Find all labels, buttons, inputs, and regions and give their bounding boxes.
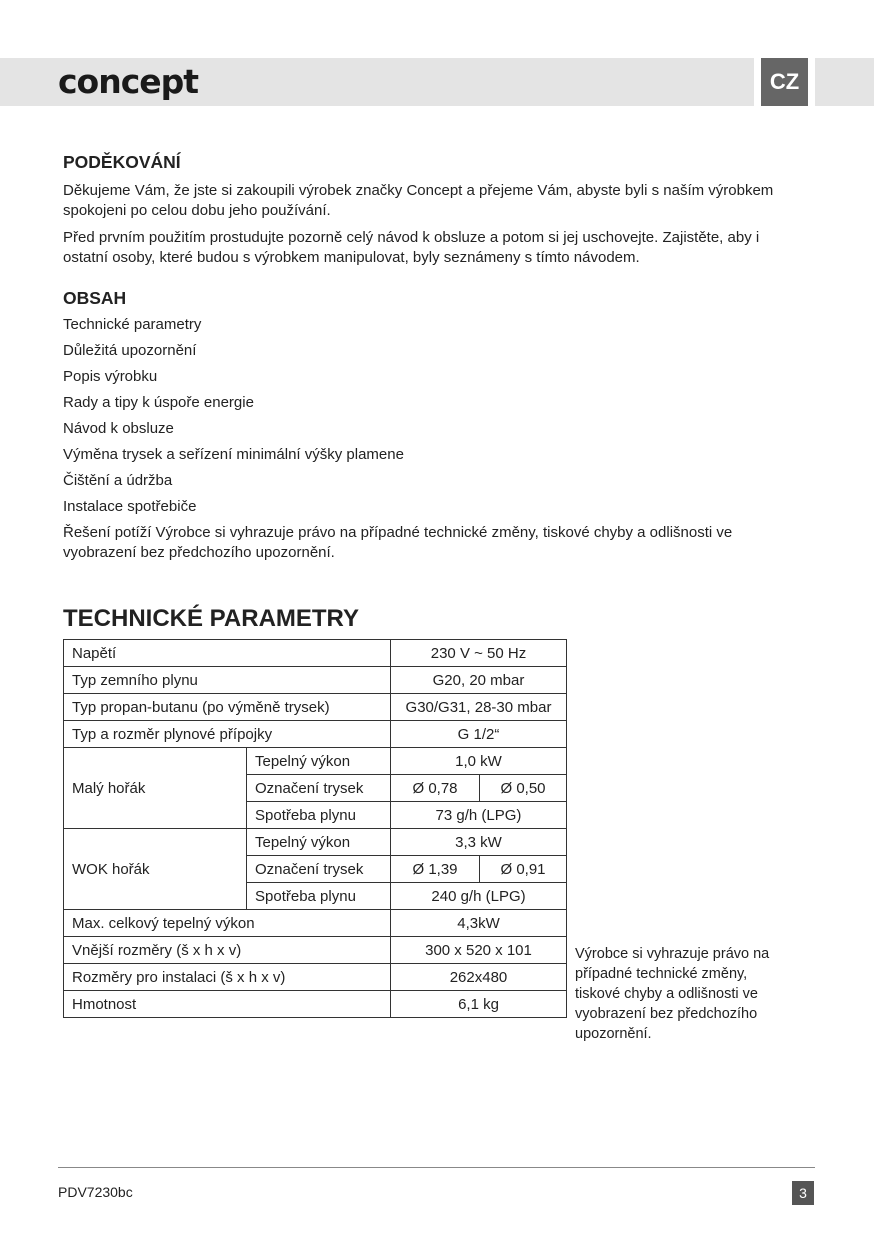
param-label: Rozměry pro instalaci (š x h x v) xyxy=(64,964,391,991)
param-label: Označení trysek xyxy=(247,856,391,883)
param-value: G 1/2“ xyxy=(391,721,567,748)
page-number: 3 xyxy=(792,1181,814,1205)
param-value: Ø 0,50 xyxy=(480,775,567,802)
table-row xyxy=(64,910,567,937)
thanks-paragraph-2: Před prvním použitím prostudujte pozorně celý návod k obsluze a potom si jej uschovejte. Zajistěte, aby i ostatní osoby, které budou s výrobkem manipulovat, byly seznámeny s tímto návodem. xyxy=(63,229,760,266)
toc-item[interactable]: Popis výrobku xyxy=(63,368,158,385)
toc-item[interactable]: Technické parametry xyxy=(63,316,202,333)
param-value: 3,3 kW xyxy=(391,829,567,856)
table-row xyxy=(64,937,567,964)
disclaimer-note: Výrobce si vyhrazuje právo na případné technické změny, tiskové chyby a odlišnosti ve vyobrazení bez předchozího upozornění. xyxy=(575,946,770,1042)
param-label: Max. celkový tepelný výkon xyxy=(64,910,391,937)
param-label: Typ a rozměr plynové přípojky xyxy=(64,721,391,748)
param-value: G30/G31, 28-30 mbar xyxy=(391,694,567,721)
param-value: 240 g/h (LPG) xyxy=(391,883,567,910)
param-label: Napětí xyxy=(64,640,391,667)
param-label: Označení trysek xyxy=(247,775,391,802)
param-value: 6,1 kg xyxy=(391,991,567,1018)
param-label: Tepelný výkon xyxy=(247,748,391,775)
toc-item[interactable]: Rady a tipy k úspoře energie xyxy=(63,394,254,411)
param-label: Tepelný výkon xyxy=(247,829,391,856)
table-row xyxy=(64,829,567,856)
param-value: 73 g/h (LPG) xyxy=(391,802,567,829)
param-label: Hmotnost xyxy=(64,991,391,1018)
param-label: Typ zemního plynu xyxy=(64,667,391,694)
param-label: Typ propan-butanu (po výměně trysek) xyxy=(64,694,391,721)
param-value: Ø 1,39 xyxy=(391,856,480,883)
burner-label: Malý hořák xyxy=(64,748,247,829)
param-value: 4,3kW xyxy=(391,910,567,937)
table-row xyxy=(64,991,567,1018)
concept-logo: concept xyxy=(58,62,199,101)
table-row xyxy=(64,748,567,775)
table-row xyxy=(64,640,567,667)
burner-label: WOK hořák xyxy=(64,829,247,910)
param-value: 1,0 kW xyxy=(391,748,567,775)
header-band-right xyxy=(815,58,874,106)
param-value: 262x480 xyxy=(391,964,567,991)
toc-item[interactable]: Důležitá upozornění xyxy=(63,342,197,359)
param-label: Spotřeba plynu xyxy=(247,883,391,910)
footer-divider xyxy=(58,1167,815,1168)
param-value: 300 x 520 x 101 xyxy=(391,937,567,964)
table-row xyxy=(64,667,567,694)
tech-params-heading: TECHNICKÉ PARAMETRY xyxy=(63,605,360,632)
language-badge: CZ xyxy=(761,58,808,106)
param-label: Spotřeba plynu xyxy=(247,802,391,829)
param-value: Ø 0,78 xyxy=(391,775,480,802)
toc-item[interactable]: Řešení potíží Výrobce si vyhrazuje právo na případné technické změny, tiskové chyby a odlišnosti ve vyobrazení bez předchozího upozornění. xyxy=(63,524,733,561)
toc-item[interactable]: Instalace spotřebiče xyxy=(63,498,197,515)
toc-item[interactable]: Návod k obsluze xyxy=(63,420,174,437)
table-row xyxy=(64,694,567,721)
param-label: Vnější rozměry (š x h x v) xyxy=(64,937,391,964)
model-number: PDV7230bc xyxy=(58,1184,133,1200)
thanks-heading: PODĚKOVÁNÍ xyxy=(63,152,181,172)
tech-params-table xyxy=(63,639,567,1018)
param-value: G20, 20 mbar xyxy=(391,667,567,694)
param-value: Ø 0,91 xyxy=(480,856,567,883)
param-value: 230 V ~ 50 Hz xyxy=(391,640,567,667)
thanks-paragraph-1: Děkujeme Vám, že jste si zakoupili výrobek značky Concept a přejeme Vám, abyste byli s naším výrobkem spokojeni po celou dobu jeho používání. xyxy=(63,182,774,219)
toc-item[interactable]: Čištění a údržba xyxy=(63,472,173,489)
table-row xyxy=(64,721,567,748)
contents-heading: OBSAH xyxy=(63,288,127,308)
table-row xyxy=(64,964,567,991)
toc-item[interactable]: Výměna trysek a seřízení minimální výšky plamene xyxy=(63,446,404,463)
